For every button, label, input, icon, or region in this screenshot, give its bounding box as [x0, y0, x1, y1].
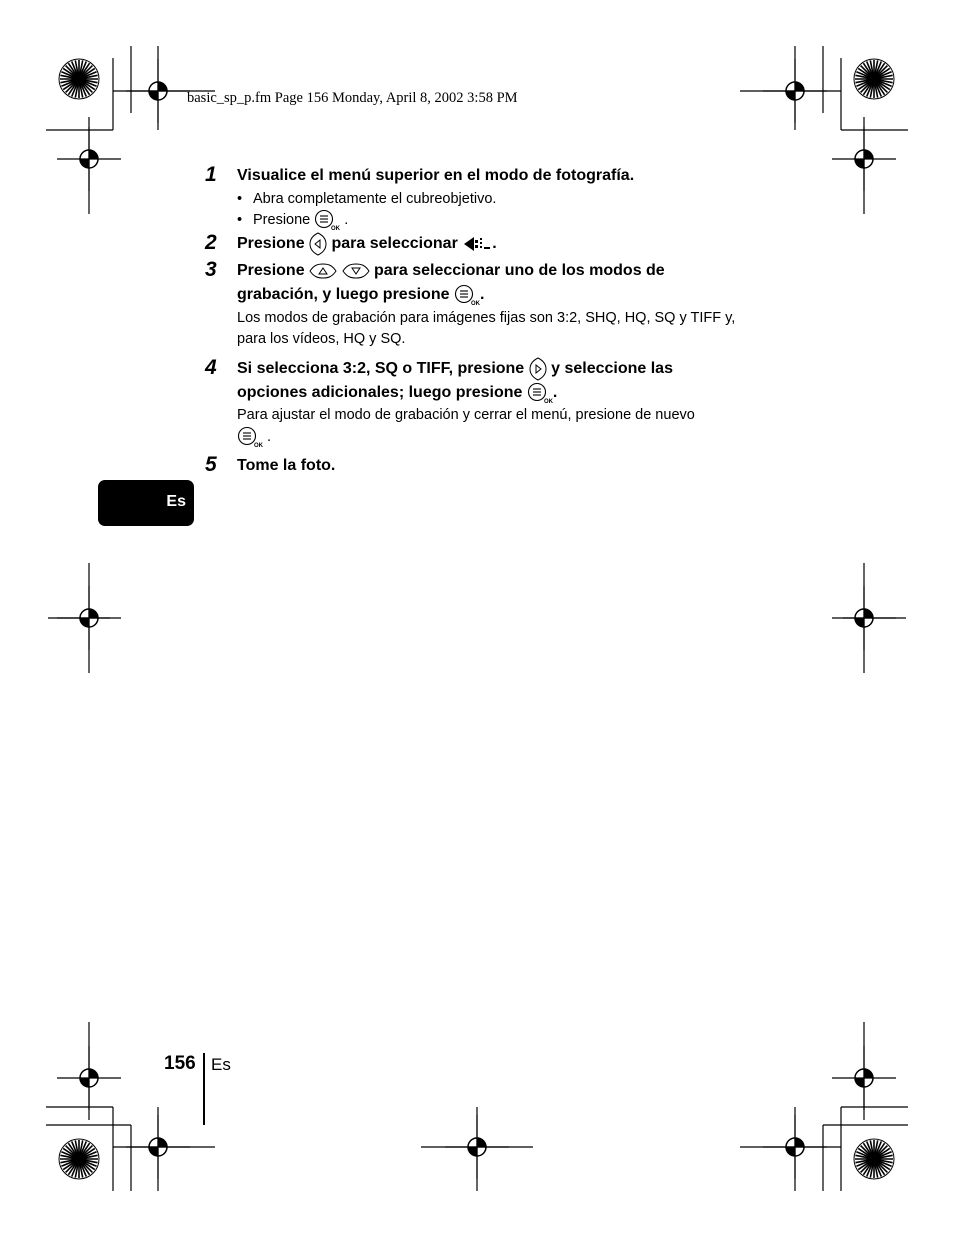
ok-menu-button-icon: [527, 382, 553, 404]
record-mode-icon: [462, 234, 492, 254]
svg-text:OK: OK: [254, 443, 263, 448]
ok-menu-button-icon: [314, 209, 340, 231]
step-note: Para ajustar el modo de grabación y cerrar el menú, presione de nuevo OK .: [237, 407, 695, 448]
file-header: basic_sp_p.fm Page 156 Monday, April 8, 2002 3:58 PM: [187, 90, 518, 106]
step-number: 4: [205, 356, 217, 379]
svg-text:OK: OK: [543, 399, 553, 404]
footer-divider: [203, 1053, 205, 1125]
step-number: 2: [205, 231, 217, 254]
color-bar-target-icon: [59, 1139, 99, 1179]
svg-text:OK: OK: [331, 226, 341, 231]
step-text: Si selecciona 3:2, SQ o TIFF, presione y seleccione las opciones adicionales; luego presione OK .: [237, 357, 757, 405]
language-tab-label: Es: [166, 493, 186, 510]
bullet-item: • Presione OK .: [237, 209, 348, 231]
color-bar-target-icon: [854, 59, 894, 99]
arrow-up-button-icon: [309, 263, 337, 279]
step-number: 3: [205, 258, 217, 281]
arrow-left-button-icon: [309, 232, 327, 256]
step-number: 1: [205, 163, 217, 186]
step-note: Los modos de grabación para imágenes fijas son 3:2, SHQ, HQ, SQ y TIFF y, para los vídeos, HQ y SQ.: [237, 310, 736, 347]
step-text: Visualice el menú superior en el modo de fotografía.: [237, 167, 635, 184]
footer-language: Es: [211, 1055, 231, 1074]
arrow-right-button-icon: [529, 357, 547, 381]
step-number: 5: [205, 453, 217, 476]
color-bar-target-icon: [59, 59, 99, 99]
ok-menu-button-icon: [237, 426, 263, 448]
step-text: Presione para seleccionar uno de los modos de grabación, y luego presione OK .: [237, 262, 665, 306]
arrow-down-button-icon: [342, 263, 370, 279]
color-bar-target-icon: [854, 1139, 894, 1179]
language-tab: [98, 480, 194, 526]
step-text: Tome la foto.: [237, 457, 336, 474]
svg-text:OK: OK: [470, 300, 480, 306]
step-text: Presione para seleccionar .: [237, 232, 757, 256]
ok-menu-button-icon: [454, 284, 480, 306]
bullet-item: • Abra completamente el cubreobjetivo.: [237, 191, 497, 207]
page-number: 156: [164, 1053, 196, 1074]
